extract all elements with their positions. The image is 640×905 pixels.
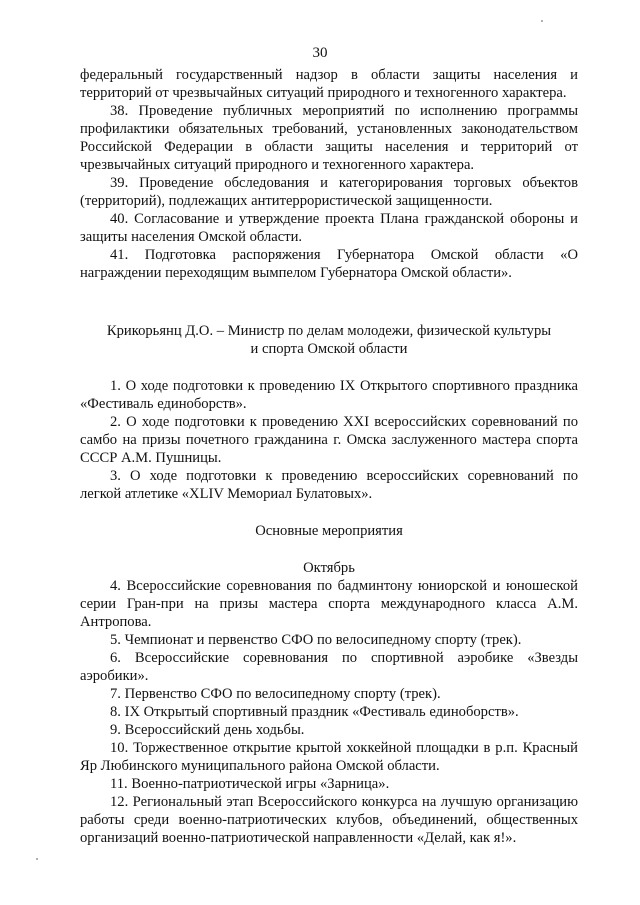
- event-item: 11. Военно-патриотической игры «Зарница».: [110, 776, 390, 792]
- governor-items-block: [80, 66, 578, 282]
- list-item: 38. Проведение публичных мероприятий по исполнению программы профилактики обязательных требований, установленных законодательством Российской Федерации в области защиты населения и территорий от чрезвычайных ситуаций природного и техногенного характера.: [80, 103, 578, 173]
- report-item: 2. О ходе подготовки к проведению XXI всероссийских соревнований по самбо на призы почетного гражданина г. Омска заслуженного мастера спорта СССР А.М. Пушницы.: [80, 414, 578, 466]
- list-item: 40. Согласование и утверждение проекта Плана гражданской обороны и защиты населения Омской области.: [80, 211, 578, 245]
- report-item: 1. О ходе подготовки к проведению IX Открытого спортивного праздника «Фестиваль единоборств».: [80, 378, 578, 412]
- scan-speck: [541, 20, 543, 22]
- event-item: 8. IX Открытый спортивный праздник «Фестиваль единоборств».: [110, 704, 519, 720]
- event-item: 6. Всероссийские соревнования по спортивной аэробике «Звезды аэробики».: [80, 650, 578, 684]
- list-item: 39. Проведение обследования и категорирования торговых объектов (территорий), подлежащих антитеррористической защищенности.: [80, 175, 578, 209]
- event-item: 5. Чемпионат и первенство СФО по велосипедному спорту (трек).: [110, 632, 522, 648]
- section-title: Основные мероприятия: [255, 523, 403, 539]
- ministry-section: [80, 322, 578, 847]
- event-item: 9. Всероссийский день ходьбы.: [110, 722, 305, 738]
- minister-heading-line1: Крикорьянц Д.О. – Министр по делам молодежи, физической культуры: [106, 323, 552, 339]
- report-item: 3. О ходе подготовки к проведению всероссийских соревнований по легкой атлетике «XLIV Мемориал Булатовых».: [80, 468, 578, 502]
- continued-paragraph: федеральный государственный надзор в области защиты населения и территорий от чрезвычайных ситуаций природного и техногенного характера.: [80, 67, 578, 101]
- event-item: 12. Региональный этап Всероссийского конкурса на лучшую организацию работы среди военно-патриотических клубов, объединений, общественных организаций военно-патриотической направленности «Делай, как я!».: [80, 794, 578, 846]
- event-item: 4. Всероссийские соревнования по бадминтону юниорской и юношеской серии Гран-при на призы мастера спорта международного класса А.М. Антропова.: [80, 578, 578, 630]
- scan-speck: [36, 858, 38, 860]
- event-item: 10. Торжественное открытие крытой хоккейной площадки в р.п. Красный Яр Любинского муниципального района Омской области.: [80, 740, 578, 774]
- minister-heading-line2: и спорта Омской области: [250, 341, 408, 357]
- event-item: 7. Первенство СФО по велосипедному спорту (трек).: [110, 686, 441, 702]
- page-number: 30: [312, 45, 328, 61]
- list-item: 41. Подготовка распоряжения Губернатора Омской области «О награждении переходящим вымпелом Губернатора Омской области».: [80, 247, 578, 281]
- month-heading: Октябрь: [303, 560, 355, 576]
